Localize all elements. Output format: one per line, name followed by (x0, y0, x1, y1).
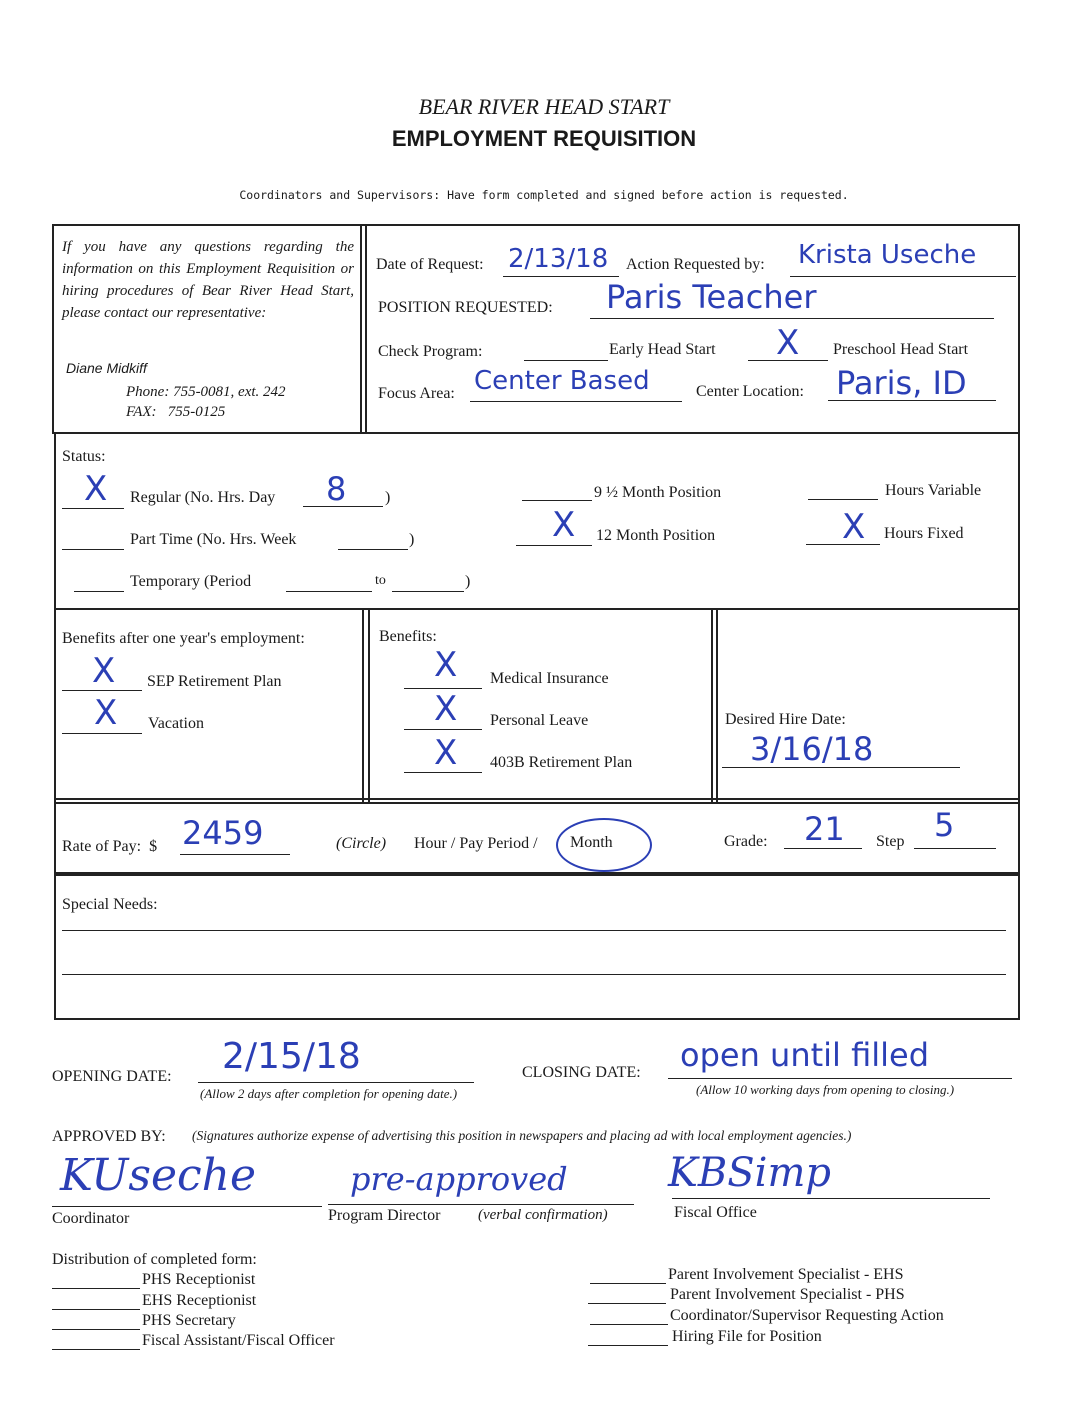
distribution-line[interactable] (52, 1349, 140, 1350)
position-label: POSITION REQUESTED: (378, 299, 553, 316)
distribution-right-item: Parent Involvement Specialist - EHS (668, 1266, 904, 1283)
distribution-line[interactable] (52, 1288, 140, 1289)
distribution-line[interactable] (588, 1345, 668, 1346)
contact-name: Diane Midkiff (66, 360, 147, 376)
twelve-month-check-mark[interactable]: X (552, 505, 576, 545)
period-end-line (392, 591, 464, 592)
fiscal-office-line (672, 1198, 990, 1199)
date-line (503, 276, 619, 277)
special-needs-label: Special Needs: (62, 896, 158, 913)
distribution-label: Distribution of completed form: (52, 1251, 257, 1268)
closing-date-label: CLOSING DATE: (522, 1064, 641, 1081)
closing-date-note: (Allow 10 working days from opening to closing.) (696, 1082, 955, 1097)
close-paren: ) (465, 573, 471, 590)
distribution-right-item: Coordinator/Supervisor Requesting Action (670, 1307, 944, 1324)
focus-area-label: Focus Area: (378, 385, 455, 402)
part-time-hours-line (338, 549, 408, 550)
preschool-head-start-option[interactable]: Preschool Head Start (833, 341, 969, 358)
closing-date-line (668, 1078, 1012, 1079)
requested-by-line (790, 276, 1016, 277)
regular-check-mark[interactable]: X (84, 469, 108, 509)
grade-label: Grade: (724, 833, 768, 850)
part-time-line (62, 549, 124, 550)
step-line (914, 848, 996, 849)
rate-line (180, 854, 290, 855)
temporary-option[interactable]: Temporary (Period (130, 573, 252, 590)
distribution-left-item: PHS Secretary (142, 1312, 236, 1329)
personal-line (404, 729, 482, 730)
hours-fixed-check-mark[interactable]: X (842, 507, 866, 547)
distribution-line[interactable] (588, 1303, 666, 1304)
divider (711, 610, 713, 802)
instruction-note: Coordinators and Supervisors: Have form completed and signed before action is requested. (239, 188, 849, 202)
twelve-month-option[interactable]: 12 Month Position (596, 527, 716, 544)
date-of-request-value[interactable]: 2/13/18 (508, 244, 609, 274)
vacation-line (62, 733, 142, 734)
special-needs-line[interactable] (62, 930, 1006, 931)
distribution-right-item: Parent Involvement Specialist - PHS (670, 1286, 905, 1303)
form-title: EMPLOYMENT REQUISITION (391, 126, 697, 151)
benefits-after-label: Benefits after one year's employment: (62, 630, 305, 647)
personal-check-mark[interactable]: X (434, 689, 458, 729)
part-time-option[interactable]: Part Time (No. Hrs. Week (130, 531, 297, 548)
early-head-start-option[interactable]: Early Head Start (609, 341, 716, 358)
distribution-line[interactable] (590, 1283, 666, 1284)
divider (362, 610, 364, 802)
contact-fax: FAX: 755-0125 (126, 404, 226, 420)
divider (365, 226, 367, 432)
distribution-left-item: PHS Receptionist (142, 1271, 256, 1288)
desired-hire-date-label: Desired Hire Date: (725, 711, 846, 728)
close-paren: ) (385, 489, 391, 506)
grade-value[interactable]: 21 (804, 810, 845, 848)
focus-area-line (470, 401, 682, 402)
step-label: Step (876, 833, 905, 850)
fiscal-office-signature[interactable]: KBSimp (668, 1150, 832, 1196)
closing-date-value[interactable]: open until filled (680, 1036, 930, 1074)
fiscal-office-label: Fiscal Office (674, 1204, 757, 1221)
program-director-signature[interactable]: pre-approved (350, 1160, 568, 1198)
preschool-check-mark[interactable]: X (776, 323, 800, 363)
program-director-label: Program Director (328, 1207, 441, 1224)
distribution-right-item: Hiring File for Position (672, 1328, 822, 1345)
to-label: to (375, 573, 386, 588)
org-name: BEAR RIVER HEAD START (418, 94, 670, 119)
center-location-label: Center Location: (696, 383, 804, 400)
pay-selected-option[interactable]: Month (570, 834, 613, 851)
distribution-left-item: Fiscal Assistant/Fiscal Officer (142, 1332, 335, 1349)
hours-variable-line (808, 499, 878, 500)
divider (716, 610, 718, 802)
center-location-value[interactable]: Paris, ID (836, 364, 967, 402)
nine-half-month-line (522, 500, 592, 501)
close-paren: ) (409, 531, 415, 548)
benefits-label: Benefits: (379, 628, 437, 645)
rate-of-pay-label: Rate of Pay: $ (62, 838, 158, 855)
sep-option[interactable]: SEP Retirement Plan (147, 673, 282, 690)
date-of-request-label: Date of Request: (376, 256, 484, 273)
desired-hire-date-value[interactable]: 3/16/18 (750, 730, 874, 768)
distribution-line[interactable] (590, 1324, 668, 1325)
approved-by-note: (Signatures authorize expense of advertising this position in newspapers and placing ad with local employment agencies.) (192, 1128, 852, 1143)
position-value[interactable]: Paris Teacher (606, 278, 817, 316)
personal-option[interactable]: Personal Leave (490, 712, 589, 729)
sep-check-mark[interactable]: X (92, 651, 116, 691)
distribution-left-item: EHS Receptionist (142, 1292, 257, 1309)
distribution-line[interactable] (52, 1329, 140, 1330)
divider (368, 610, 370, 802)
vacation-option[interactable]: Vacation (148, 715, 204, 732)
rate-of-pay-value[interactable]: 2459 (182, 814, 264, 852)
opening-date-label: OPENING DATE: (52, 1068, 172, 1085)
coordinator-line (52, 1206, 322, 1207)
verbal-confirmation-note: (verbal confirmation) (478, 1207, 608, 1223)
medical-option[interactable]: Medical Insurance (490, 670, 609, 687)
temporary-line (74, 591, 124, 592)
position-line (590, 318, 994, 319)
retirement-403b-check-mark[interactable]: X (434, 733, 458, 773)
opening-date-note: (Allow 2 days after completion for opening date.) (200, 1086, 458, 1101)
special-needs-line[interactable] (62, 974, 1006, 975)
distribution-line[interactable] (52, 1309, 140, 1310)
twelve-month-line (516, 545, 592, 546)
status-label: Status: (62, 448, 106, 465)
coordinator-label: Coordinator (52, 1210, 130, 1227)
opening-date-line (198, 1082, 474, 1083)
nine-half-month-option[interactable]: 9 ½ Month Position (594, 484, 722, 501)
focus-area-value[interactable]: Center Based (474, 366, 650, 396)
hours-variable-option[interactable]: Hours Variable (885, 482, 982, 499)
grade-line (784, 848, 862, 849)
requested-by-value[interactable]: Krista Useche (798, 240, 977, 270)
retirement-403b-option[interactable]: 403B Retirement Plan (490, 754, 633, 771)
opening-date-value[interactable]: 2/15/18 (222, 1036, 361, 1077)
program-director-line (328, 1204, 634, 1205)
contact-intro: If you have any questions regarding the information on this Employment Requisition or hiring procedures of Bear River Head Start, please contact our representative: (62, 239, 354, 321)
coordinator-signature[interactable]: KUseche (60, 1150, 257, 1201)
early-head-start-line (524, 360, 608, 361)
requested-by-label: Action Requested by: (626, 256, 765, 273)
contact-phone: Phone: 755-0081, ext. 242 (126, 384, 286, 400)
vacation-check-mark[interactable]: X (94, 693, 118, 733)
medical-check-mark[interactable]: X (434, 645, 458, 685)
regular-hours-value[interactable]: 8 (326, 470, 347, 508)
hours-fixed-option[interactable]: Hours Fixed (884, 525, 964, 542)
pay-options: Hour / Pay Period / (414, 835, 538, 852)
regular-option[interactable]: Regular (No. Hrs. Day (130, 489, 276, 506)
divider (360, 226, 362, 432)
circle-label: (Circle) (336, 835, 387, 852)
step-value[interactable]: 5 (934, 806, 955, 844)
period-start-line (286, 591, 372, 592)
check-program-label: Check Program: (378, 343, 483, 360)
approved-by-label: APPROVED BY: (52, 1128, 166, 1145)
special-needs-section (54, 874, 1020, 1020)
